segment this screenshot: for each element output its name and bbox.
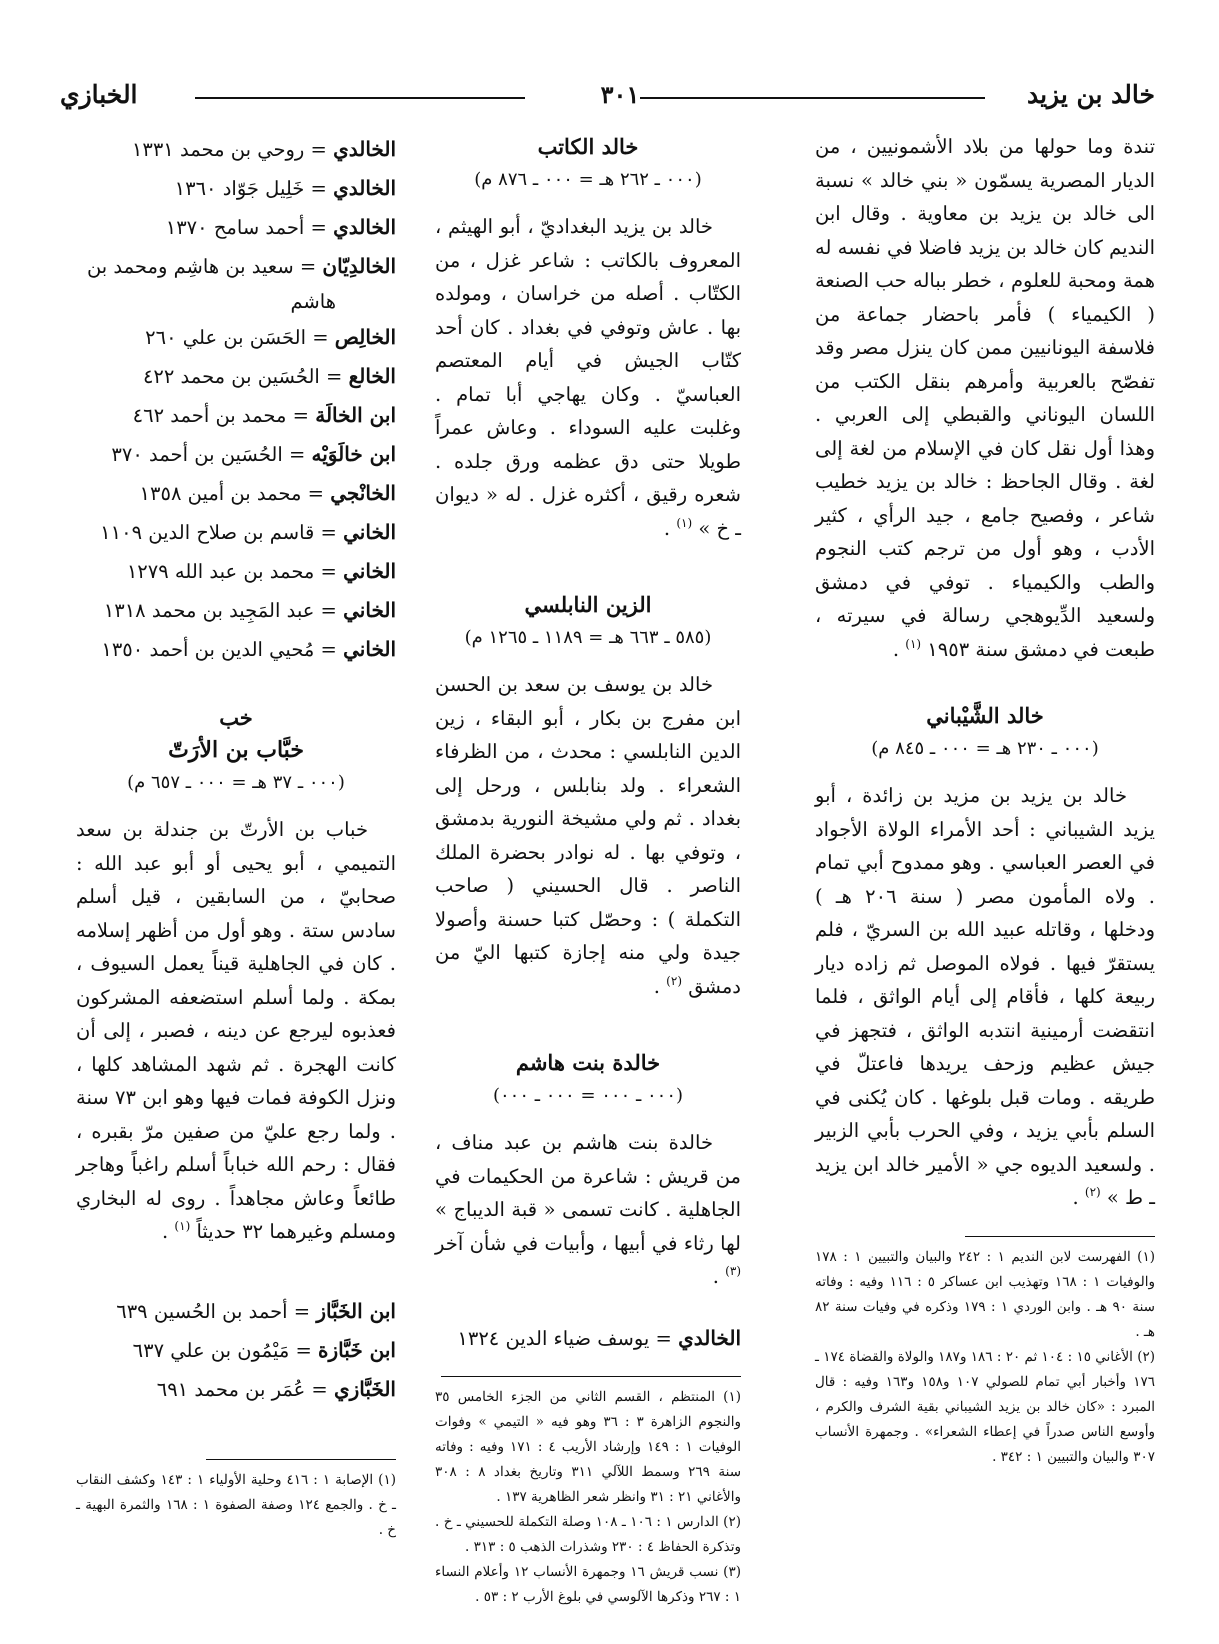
page-number: ٣٠١ [600, 80, 640, 109]
entry-khabbab [76, 703, 396, 1252]
cross-reference: الخالع = الحُسَين بن محمد ٤٢٢ [142, 364, 396, 388]
running-header [60, 80, 1155, 114]
entry-dates: (٠٠٠ ـ ٢٦٢ هـ = ٠٠٠ ـ ٨٧٦ م) [474, 169, 702, 190]
cross-reference: ابن الخَبَّاز = أحمد بن الحُسين ٦٣٩ [116, 1298, 396, 1323]
cross-reference: الخانْجي = محمد بن أمين ١٣٥٨ [139, 481, 396, 505]
entry-title: الزين النابلسي [524, 592, 652, 617]
cross-reference-list-top [76, 130, 396, 669]
header-rule-left [195, 97, 525, 99]
entry-khalid-katib [435, 130, 741, 548]
entry-text: خالد بن يزيد بن مزيد بن زائدة ، أبو يزيد الشيباني : أحد الأمراء الولاة الأجواد في العصر العباسي . وهو ممدوح أبي تمام . ولاه المأمون مصر ( سنة ٢٠٦ هـ ) ودخلها ، وقاتله عبيد الله بن السريّ ، فلم يستقرّ فيها . فولاه الموصل ثم زاده ديار ربيعة كلها ، فأقام إلى أيام الواثق ، فلما انتقضت أرمينية انتدبه الواثق ، فتجهز في جيش عظيم وزحف يريدها فاعتلّ في طريقه . ومات قبل بلوغها . كان يُكنى في السلم بأبي يزيد ، وفي الحرب بأبي الزبير . ولسعيد الديوه جي « الأمير خالد ابن يزيد ـ ط » $^{(٢)}$ . [815, 784, 1155, 1209]
entry-dates: (٠٠٠ ـ ٠٠٠ = ٠٠٠ ـ ٠٠٠) [492, 1085, 684, 1106]
entry-zayn-nabulsi [435, 588, 741, 1006]
entry-dates: (٠٠٠ ـ ٣٧ هـ = ٠٠٠ ـ ٦٥٧ م) [127, 772, 345, 793]
continued-entry-text: تندة وما حولها من بلاد الأشمونيين ، من الديار المصرية يسمّون « بني خالد » نسبة الى خالد بن يزيد بن معاوية . وقال ابن النديم كان خالد بن يزيد فاضلا في نفسه له همة ومحبة للعلوم ، خطر بباله حب الصنعة ( الكيمياء ) فأمر باحضار جماعة من فلاسفة اليونانيين ممن كان ينزل مصر وقد تفصّح بالعربية وأمرهم بنقل الكتب من اللسان اليوناني والقبطي إلى العربي . وهذا أول نقل كان في الإسلام من لغة إلى لغة . وقال الجاحظ : خالد بن يزيد خطيب شاعر ، وفصيح جامع ، جيد الرأي ، كثير الأدب ، وهو أول من ترجم كتب النجوم والطب والكيمياء . توفي في دمشق ولسعيد الدِّيوهجي رسالة في سيرته ، طبعت في دمشق سنة ١٩٥٣ $^{(١)}$ . [815, 135, 1155, 661]
footnote-1: (١) الفهرست لابن النديم ١ : ٢٤٢ والبيان والتبيين ١ : ١٧٨ والوفيات ١ : ١٦٨ وتهذيب ابن عساكر ٥ : ١١٦ وفيه : وفاته سنة ٩٠ هـ . وابن الوردي ١ : ١٧٩ وذكره في وفيات سنة ٨٢ هـ . [815, 1249, 1155, 1340]
entry-dates: (٥٨٥ ـ ٦٦٣ هـ = ١١٨٩ ـ ١٢٦٥ م) [464, 627, 712, 648]
footnote-1: (١) المنتظم ، القسم الثاني من الجزء الخامس ٣٥ والنجوم الزاهرة ٣ : ٣٦ وهو فيه « التيمي » وفوات الوفيات ١ : ١٤٩ وإرشاد الأريب ٤ : ١٧١ وفيه : وفاته سنة ٢٦٩ وسمط اللآلي ٣١١ وتاريخ بغداد ٨ : ٣٠٨ والأغاني ٢١ : ٣١ وانظر شعر الظاهرية ١٣٧ . [435, 1389, 742, 1505]
cross-reference: الخالِص = الحَسَن بن علي ٢٦٠ [145, 325, 396, 349]
entry-dates: (٠٠٠ ـ ٢٣٠ هـ = ٠٠٠ ـ ٨٤٥ م) [871, 738, 1099, 759]
cross-reference: ابن خالَوَيْه = الحُسَين بن أحمد ٣٧٠ [111, 442, 396, 466]
entry-khalid-shaybani [815, 699, 1155, 1218]
cross-reference: ابن خَبَّازة = مَيْمُون بن علي ٦٣٧ [132, 1337, 396, 1362]
footnote-rule [441, 1376, 741, 1378]
cross-reference: الخاني = محمد بن عبد الله ١٢٧٩ [126, 559, 396, 583]
cross-reference: ابن الخالَة = محمد بن أحمد ٤٦٢ [132, 403, 396, 427]
footnote-2: (٢) الأغاني ١٥ : ١٠٤ ثم ٢٠ : ١٨٦ و١٨٧ والولاة والقضاة ١٧٤ ـ ١٧٦ وأخبار أبي تمام للصولي ١٠٧ و١٥٨ و١٦٣ وفيه : قال المبرد : «كان خالد بن يزيد الشيباني بقية الشرف والكرم ، وأوسع الناس صدراً في إعطاء الشعراء» . وجمهرة الأنساب ٣٠٧ والبيان والتبيين ١ : ٣٤٢ . [815, 1349, 1156, 1465]
column-left [76, 130, 396, 1614]
entry-title: خبَّاب بن الأرَتّ [168, 737, 304, 763]
header-left-title: الخبازي [60, 80, 138, 109]
header-rule-right [640, 97, 985, 99]
cross-reference: الخاني = قاسم بن صلاح الدين ١١٠٩ [100, 520, 396, 544]
cross-reference: الخالدي = روحي بن محمد ١٣٣١ [131, 137, 396, 161]
cross-reference: الخالدي = يوسف ضياء الدين ١٣٢٤ [457, 1325, 741, 1350]
footnote-rule [206, 1459, 396, 1461]
entry-title: خالد الكاتب [537, 134, 639, 159]
footnote-1: (١) الإصابة ١ : ٤١٦ وحلية الأولياء ١ : ١٤٣ وكشف النقاب ـ خ . والجمع ١٢٤ وصفة الصفوة ١ : ١٦٨ والثمرة البهية ـ خ . [76, 1472, 396, 1538]
entry-title: خالد الشَّيْباني [926, 703, 1044, 728]
footnote-2: (٢) الدارس ١ : ١٠٦ ـ ١٠٨ وصلة التكملة للحسيني ـ خ . وتذكرة الحفاظ ٤ : ٢٣٠ وشذرات الذهب ٥ : ٣١٣ . [435, 1514, 741, 1555]
cross-reference-list-bottom [76, 1292, 396, 1409]
letter-group-heading: خب [219, 705, 253, 730]
header-right-title: خالد بن يزيد [1026, 80, 1155, 109]
entry-title: خالدة بنت هاشم [515, 1050, 661, 1075]
cross-reference-continuation: هاشم [290, 290, 336, 313]
cross-reference: الخاني = عبد المَجِيد بن محمد ١٣١٨ [103, 598, 396, 622]
footnote-3: (٣) نسب قريش ١٦ وجمهرة الأنساب ١٢ وأعلام النساء ١ : ٢٦٧ وذكرها الآلوسي في بلوغ الأرب ٢ : ٥٣ . [435, 1564, 741, 1605]
entry-text: خباب بن الأرتّ بن جندلة بن سعد التميمي ، أبو يحيى أو أبو عبد الله : صحابيّ ، من السابقين ، قيل أسلم سادس ستة . وهو أول من أظهر إسلامه . كان في الجاهلية قيناً يعمل السيوف ، بمكة . ولما أسلم استضعفه المشركون فعذبوه ليرجع عن دينه ، فصبر ، إلى أن كانت الهجرة . ثم شهد المشاهد كلها ، ونزل الكوفة فمات فيها وهو ابن ٧٣ سنة . ولما رجع عليّ من صفين مرّ بقبره ، فقال : رحم الله خباباً أسلم راغباً وهاجر طائعاً وعاش مجاهداً . روى له البخاري ومسلم وغيرهما ٣٢ حديثاً $^{(١)}$ . [76, 818, 396, 1243]
cross-reference: الخالدِيّان = سعيد بن هاشِم ومحمد بن [86, 254, 396, 278]
entry-khalida-bint-hashim [435, 1046, 741, 1297]
column-right [815, 130, 1155, 1614]
entry-text: خالد بن يوسف بن سعد بن الحسن ابن مفرج بن بكار ، أبو البقاء ، زين الدين النابلسي : محدث ، من الظرفاء الشعراء . ولد بنابلس ، ورحل إلى بغداد . ثم ولي مشيخة النورية بدمشق ، وتوفي بها . له نوادر بحضرة الملك الناصر . قال الحسيني ( صاحب التكملة ) : وحصّل كتبا حسنة وأصولا جيدة ولي منه إجازة كتبها اليّ من دمشق $^{(٢)}$ . [435, 673, 741, 998]
cross-reference: الخاني = مُحيي الدين بن أحمد ١٣٥٠ [101, 637, 396, 661]
cross-reference: الخالدي = أحمد سامح ١٣٧٠ [165, 215, 396, 239]
column-middle [435, 130, 741, 1614]
entry-text: خالد بن يزيد البغداديّ ، أبو الهيثم ، المعروف بالكاتب : شاعر غزل ، من الكتّاب . أصله من خراسان ، ومولده بها . عاش وتوفي في بغداد . كان أحد كتّاب الجيش في أيام المعتصم العباسيّ . وكان يهاجي أبا تمام . وغلبت عليه السوداء . وعاش عمراً طويلا حتى دق عظمه ورق جلده . شعره رقيق ، أكثره غزل . له « ديوان ـ خ » $^{(١)}$ . [435, 215, 741, 540]
cross-reference: الخَبَّازي = عُمَر بن محمد ٦٩١ [156, 1376, 396, 1401]
cross-reference: الخالدي = خَلِيل جَوّاد ١٣٦٠ [174, 176, 396, 200]
entry-text: خالدة بنت هاشم بن عبد مناف ، من قريش : شاعرة من الحكيمات في الجاهلية . كانت تسمى « قبة الديباج » لها رثاء في أبيها ، وأبيات في شأن آخر $^{(٣)}$ . [435, 1131, 741, 1288]
footnote-rule [965, 1236, 1155, 1238]
